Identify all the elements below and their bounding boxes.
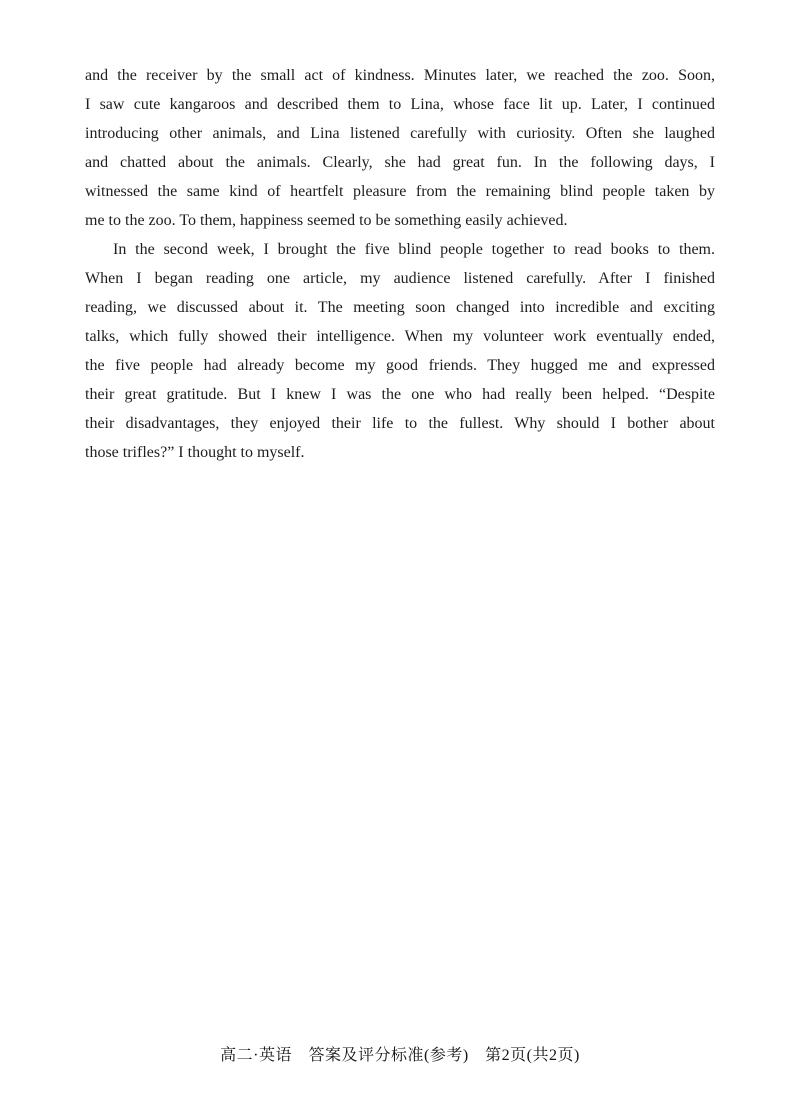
text-line: reading, we discussed about it. The meeting soon changed into incredible and exciting bbox=[85, 299, 715, 316]
text-line: and chatted about the animals. Clearly, she had great fun. In the following days, I bbox=[85, 154, 715, 171]
text-line: talks, which fully showed their intelligence. When my volunteer work eventually ended, bbox=[85, 328, 715, 345]
text-line: their disadvantages, they enjoyed their life to the fullest. Why should I bother about bbox=[85, 415, 715, 432]
text-line: their great gratitude. But I knew I was the one who had really been helped. “Despite bbox=[85, 386, 715, 403]
text-line: the five people had already become my good friends. They hugged me and expressed bbox=[85, 357, 715, 374]
text-line: and the receiver by the small act of kindness. Minutes later, we reached the zoo. Soon, bbox=[85, 67, 715, 84]
text-line: me to the zoo. To them, happiness seemed to be something easily achieved. bbox=[85, 212, 568, 229]
text-line: In the second week, I brought the five blind people together to read books to them. bbox=[113, 241, 715, 258]
page-footer bbox=[0, 1042, 800, 1065]
page-footer-text: 高二·英语 答案及评分标准(参考) 第2页(共2页) bbox=[220, 1047, 580, 1064]
paragraph-2 bbox=[85, 235, 715, 467]
text-line: I saw cute kangaroos and described them to Lina, whose face lit up. Later, I continued bbox=[85, 96, 715, 113]
paragraph-1 bbox=[85, 61, 715, 235]
text-line: introducing other animals, and Lina listened carefully with curiosity. Often she laughed bbox=[85, 125, 715, 142]
text-line: When I began reading one article, my audience listened carefully. After I finished bbox=[85, 270, 715, 287]
text-line: those trifles?” I thought to myself. bbox=[85, 444, 305, 461]
text-line: witnessed the same kind of heartfelt pleasure from the remaining blind people taken by bbox=[85, 183, 715, 200]
body-text-block bbox=[85, 61, 715, 467]
